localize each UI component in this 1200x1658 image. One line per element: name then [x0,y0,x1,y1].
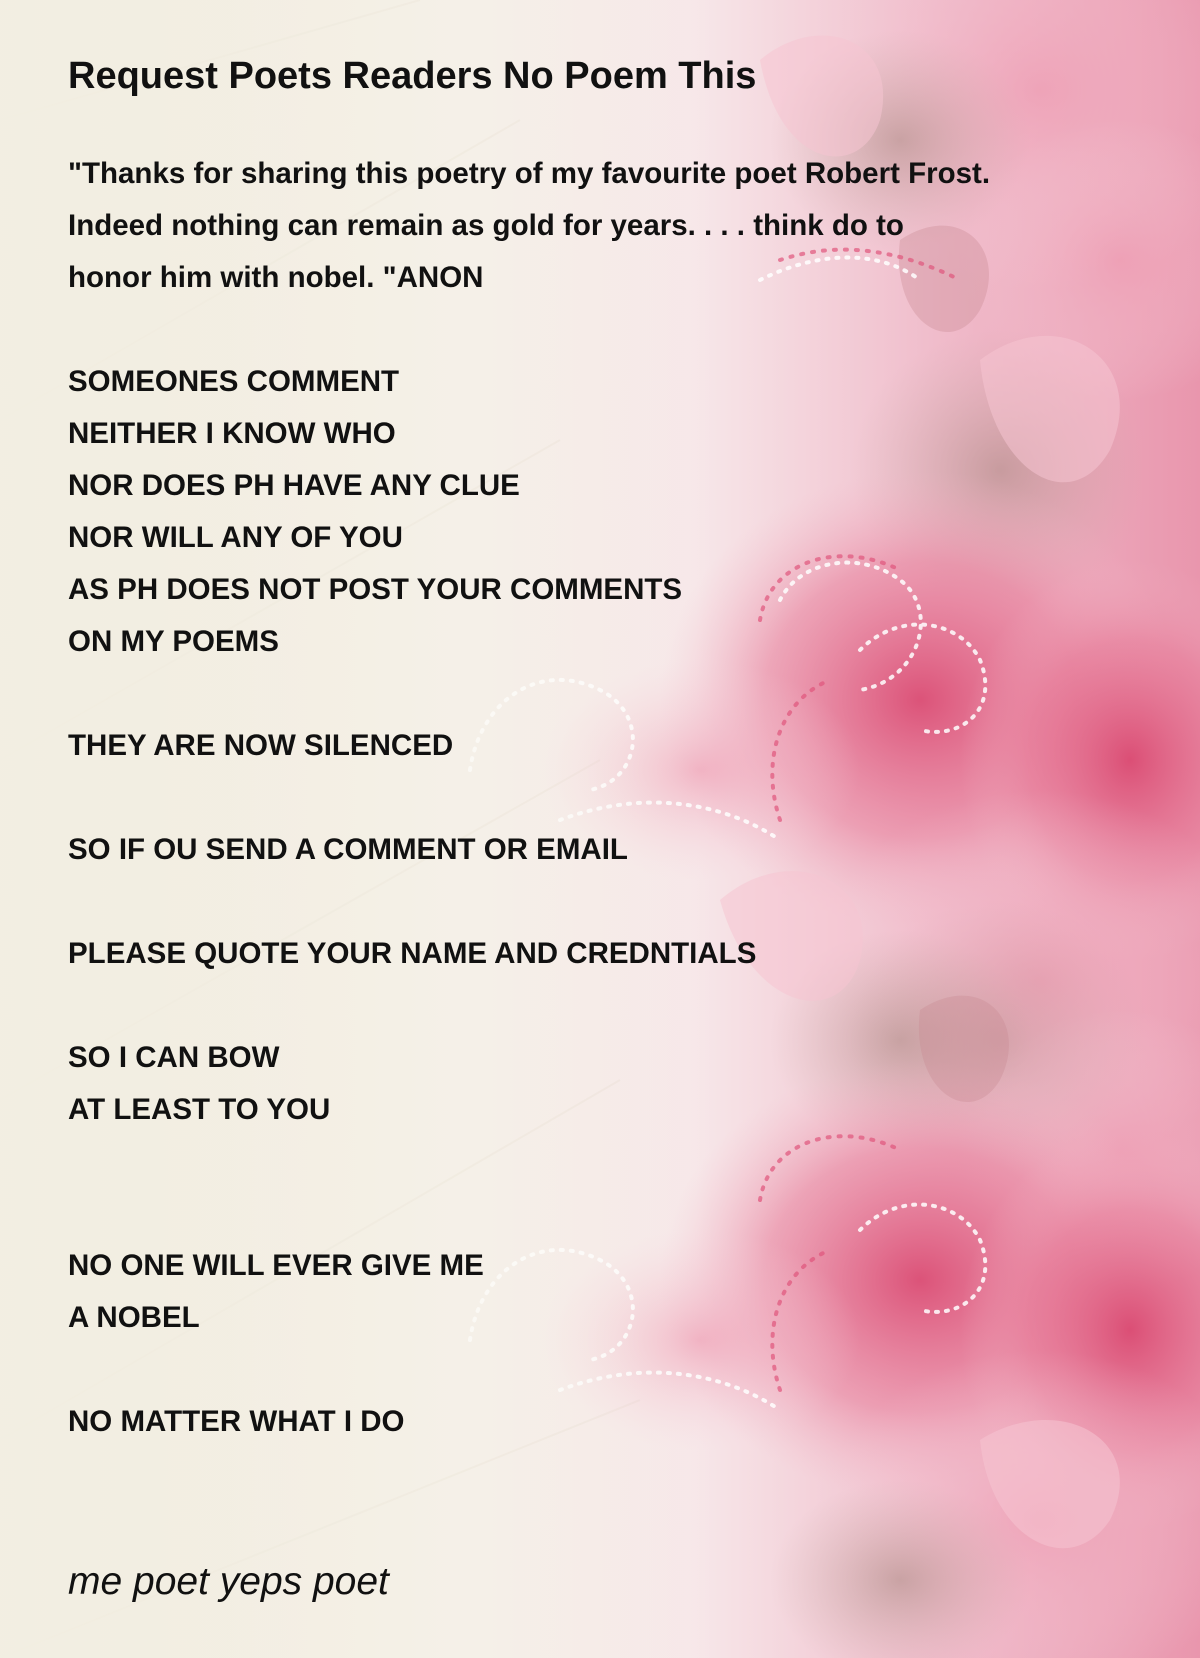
poem-line: ON MY POEMS [68,625,279,658]
poem-line: NO MATTER WHAT I DO [68,1405,405,1438]
poem-line: NOR WILL ANY OF YOU [68,521,403,554]
poem-line [68,1344,990,1396]
poem-line [68,1136,990,1188]
poem-body [68,148,990,1448]
poem-line: AT LEAST TO YOU [68,1093,331,1126]
poem-line [68,1188,990,1240]
poem-author: me poet yeps poet [68,1560,389,1603]
poem-line: THEY ARE NOW SILENCED [68,729,454,762]
poem-line [68,980,990,1032]
poem-line: SO IF OU SEND A COMMENT OR EMAIL [68,833,628,866]
poem-line [68,772,990,824]
poem-title: Request Poets Readers No Poem This [68,55,757,97]
poem-line: PLEASE QUOTE YOUR NAME AND CREDNTIALS [68,937,757,970]
poem-line: A NOBEL [68,1301,200,1334]
poem-line [68,668,990,720]
poem-line: "Thanks for sharing this poetry of my favourite poet Robert Frost. [68,157,991,190]
poem-line: NEITHER I KNOW WHO [68,417,396,450]
poem-line: SOMEONES COMMENT [68,365,400,398]
poem-line: Indeed nothing can remain as gold for years. . . . think do to [68,209,904,242]
poem-line: NOR DOES PH HAVE ANY CLUE [68,469,520,502]
poem-line [68,876,990,928]
poem-line: honor him with nobel. "ANON [68,261,484,294]
poem-line: AS PH DOES NOT POST YOUR COMMENTS [68,573,683,606]
poem-line: NO ONE WILL EVER GIVE ME [68,1249,484,1282]
poem-line: SO I CAN BOW [68,1041,280,1074]
poem-line [68,304,990,356]
